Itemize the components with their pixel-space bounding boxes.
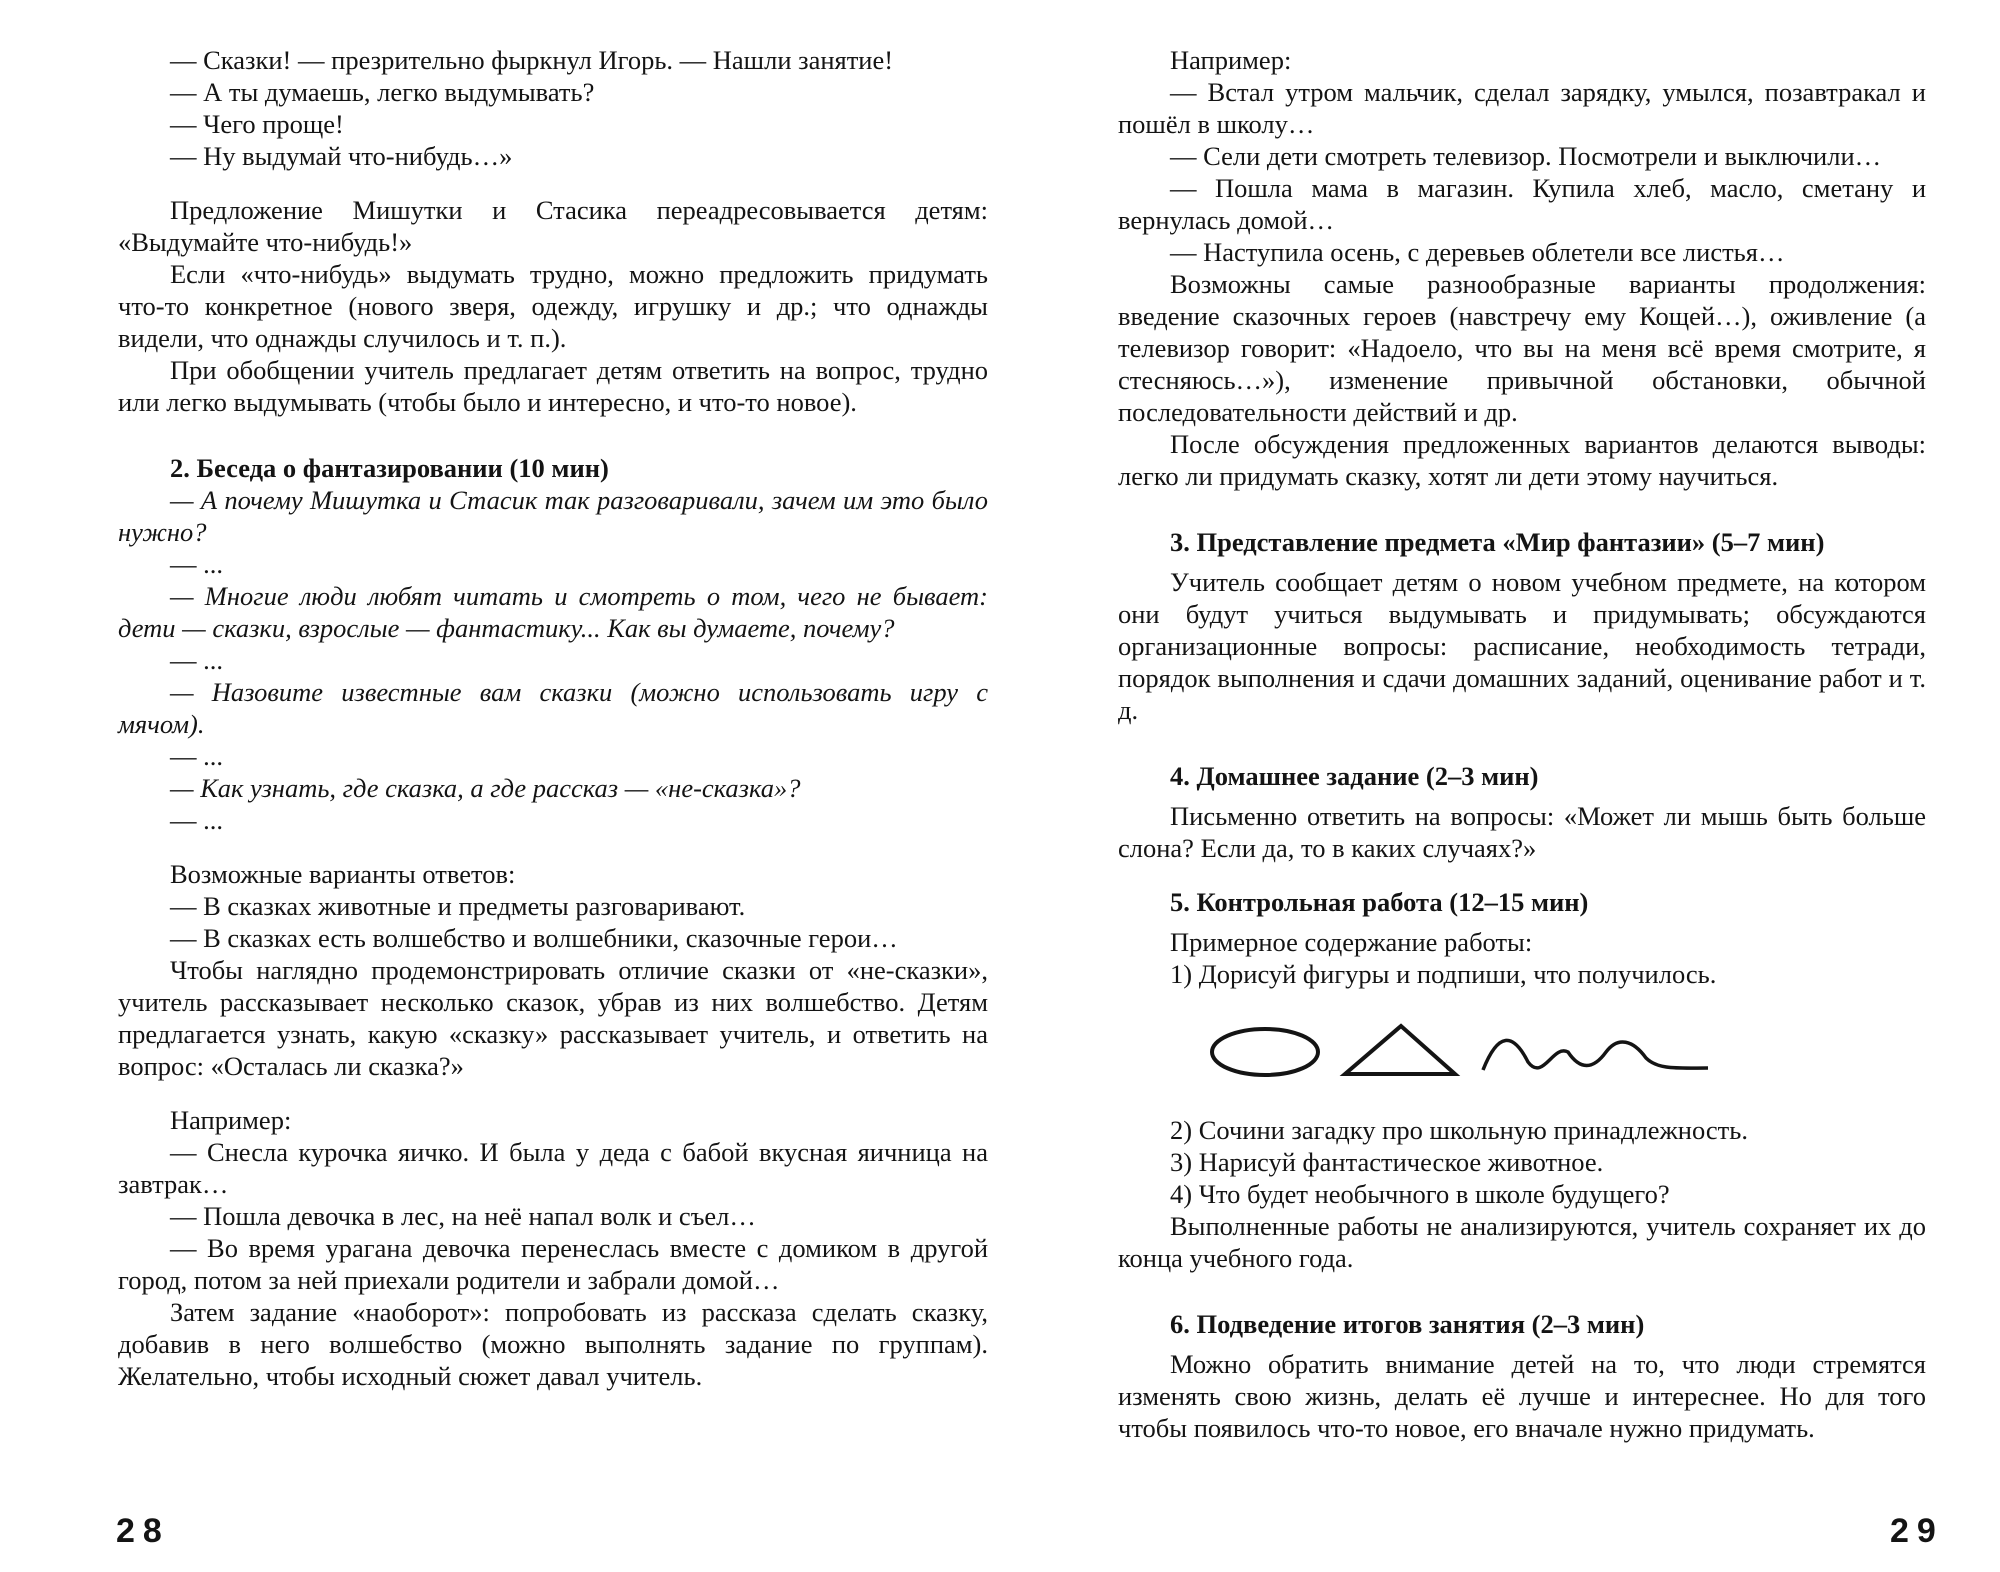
example-line: — Наступила осень, с деревьев облетели все листья… [1170,237,1785,267]
paragraph: Затем задание «наоборот»: попробовать из рассказа сделать сказку, добавив в него волшебство (можно выполнять задание по группам). Желательно, чтобы исходный сюжет давал учитель. [118,1297,988,1391]
example-line: — Пошла мама в магазин. Купила хлеб, масло, сметану и вернулась домой… [1118,173,1926,235]
task-line: 2) Сочини загадку про школьную принадлежность. [1170,1115,1748,1145]
paragraph: Учитель сообщает детям о новом учебном предмете, на котором они будут учиться выдумывать и придумывать; обсуждаются организационные вопросы: расписание, необходимость тетради, порядок выполнения и сдачи домашних заданий, оценивание работ и т. д. [1118,567,1926,725]
dialog-line: — ... [170,741,223,771]
example-line: — Сели дети смотреть телевизор. Посмотрели и выключили… [1170,141,1882,171]
answer-line: — В сказках есть волшебство и волшебники, сказочные герои… [170,923,898,953]
section-heading: 3. Представление предмета «Мир фантазии» (5–7 мин) [1170,527,1825,557]
paragraph: Предложение Мишутки и Стасика переадресовывается детям: «Выдумайте что-нибудь!» [118,195,988,257]
answer-line: — В сказках животные и предметы разговаривают. [170,891,746,921]
section-heading: 4. Домашнее задание (2–3 мин) [1170,761,1539,791]
paragraph: Чтобы наглядно продемонстрировать отличие сказки от «не-сказки», учитель рассказывает несколько сказок, убрав из них волшебство. Детям предлагается узнать, какую «сказку» рассказывает учитель, и ответить на вопрос: «Осталась ли сказка?» [118,955,988,1081]
task-line: 1) Дорисуй фигуры и подпиши, что получилось. [1170,959,1717,989]
paragraph: Например: [170,1105,292,1135]
section-heading: 2. Беседа о фантазировании (10 мин) [170,453,609,483]
example-line: — Снесла курочка яичко. И была у деда с бабой вкусная яичница на завтрак… [118,1137,988,1199]
figures-to-complete [1208,1012,1768,1092]
dialog-line: — Назовите известные вам сказки (можно использовать игру с мячом). [118,677,988,739]
dialog-line: — ... [170,805,223,835]
dialog-line: — ... [170,645,223,675]
wave-figure [1483,1040,1708,1070]
dialog-line: — Ну выдумай что-нибудь…» [170,141,513,171]
section-heading: 6. Подведение итогов занятия (2–3 мин) [1170,1309,1645,1339]
paragraph: Можно обратить внимание детей на то, что люди стремятся изменять свою жизнь, делать её лучше и интереснее. Но для того чтобы появилось что-то новое, его вначале нужно придумать. [1118,1349,1926,1443]
paragraph: Примерное содержание работы: [1170,927,1533,957]
page-number: 29 [1890,1512,1944,1550]
paragraph: Выполненные работы не анализируются, учитель сохраняет их до конца учебного года. [1118,1211,1926,1273]
paragraph: При обобщении учитель предлагает детям ответить на вопрос, трудно или легко выдумывать (чтобы было и интересно, и что-то новое). [118,355,988,417]
example-line: — Встал утром мальчик, сделал зарядку, умылся, позавтракал и пошёл в школу… [1118,77,1926,139]
paragraph: Если «что-нибудь» выдумать трудно, можно предложить придумать что-то конкретное (нового зверя, одежду, игрушку и др.; что однажды видели, что однажды случилось и т. п.). [118,259,988,353]
paragraph: Письменно ответить на вопросы: «Может ли мышь быть больше слона? Если да, то в каких случаях?» [1118,801,1926,863]
page-number: 28 [116,1512,170,1550]
oval-figure [1212,1029,1318,1075]
triangle-figure [1345,1026,1455,1074]
paragraph: Возможны самые разнообразные варианты продолжения: введение сказочных героев (навстречу ему Кощей…), оживление (а телевизор говорит: «Надоело, что вы на меня всё время смотрите, я стесняюсь…»), изменение привычной обстановки, обычной последовательности действий и др. [1118,269,1926,427]
dialog-line: — А почему Мишутка и Стасик так разговаривали, зачем им это было нужно? [118,485,988,547]
section-heading: 5. Контрольная работа (12–15 мин) [1170,887,1589,917]
dialog-line: — ... [170,549,223,579]
dialog-line: — Сказки! — презрительно фыркнул Игорь. — Нашли занятие! [170,45,894,75]
left-page-text [118,44,988,1392]
right-page [1000,0,2000,1572]
example-line: — Во время урагана девочка перенеслась вместе с домиком в другой город, потом за ней приехали родители и забрали домой… [118,1233,988,1295]
dialog-line: — Как узнать, где сказка, а где рассказ — «не-сказка»? [170,773,801,803]
paragraph: Например: [1170,45,1292,75]
right-page-text [1118,44,1926,1444]
task-line: 4) Что будет необычного в школе будущего? [1170,1179,1670,1209]
dialog-line: — А ты думаешь, легко выдумывать? [170,77,595,107]
dialog-line: — Многие люди любят читать и смотреть о том, чего не бывает: дети — сказки, взрослые — фантастику... Как вы думаете, почему? [118,581,988,643]
example-line: — Пошла девочка в лес, на неё напал волк и съел… [170,1201,756,1231]
dialog-line: — Чего проще! [170,109,344,139]
paragraph: Возможные варианты ответов: [170,859,516,889]
paragraph: После обсуждения предложенных вариантов делаются выводы: легко ли придумать сказку, хотят ли дети этому научиться. [1118,429,1926,491]
task-line: 3) Нарисуй фантастическое животное. [1170,1147,1604,1177]
